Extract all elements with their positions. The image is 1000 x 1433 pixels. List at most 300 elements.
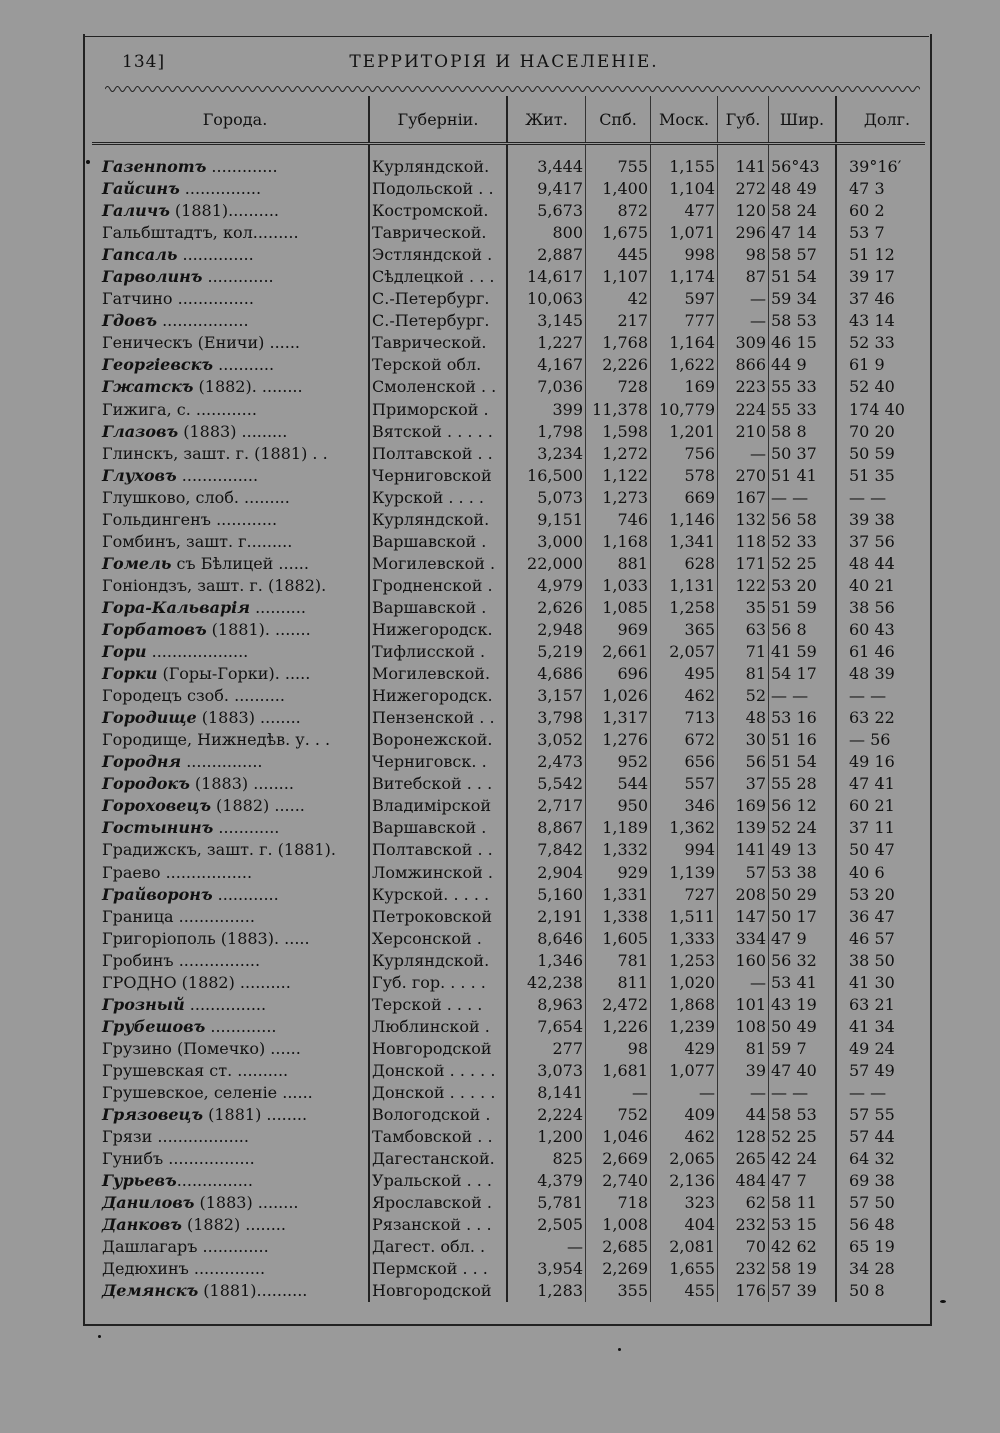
city-cell	[92, 1192, 369, 1214]
city-name: Глазовъ	[102, 421, 179, 441]
moscow-distance-cell: 404	[651, 1214, 718, 1236]
header-inhabitants: Жит.	[507, 96, 586, 144]
latitude-cell: 52 25	[769, 553, 837, 575]
moscow-distance-cell: 1,077	[651, 1060, 718, 1082]
longitude-cell: 39 17	[836, 266, 925, 288]
latitude-cell: 55 28	[769, 773, 837, 795]
leader-dots: .........	[236, 421, 288, 441]
province-cell: Уральской . . .	[369, 1170, 507, 1192]
moscow-distance-cell: 365	[651, 619, 718, 641]
province-cell: Терской обл.	[369, 354, 507, 376]
province-cell: Таврической.	[369, 332, 507, 354]
inhabitants-cell: 2,191	[507, 906, 586, 928]
inhabitants-cell: 399	[507, 399, 586, 421]
gub-distance-cell: 48	[718, 707, 769, 729]
spb-distance-cell: 881	[586, 553, 651, 575]
province-cell: Смоленской . .	[369, 376, 507, 398]
longitude-cell: 57 50	[836, 1192, 925, 1214]
leader-dots: . ........	[251, 377, 303, 397]
province-cell: Вологодской .	[369, 1104, 507, 1126]
leader-dots: . .....	[274, 664, 311, 684]
longitude-cell: 40 21	[836, 575, 925, 597]
province-cell: Петроковской	[369, 906, 507, 928]
city-note: (1881)	[198, 1281, 257, 1301]
inhabitants-cell: 8,141	[507, 1082, 586, 1104]
spb-distance-cell: 2,661	[586, 641, 651, 663]
province-cell: Дагестанской.	[369, 1148, 507, 1170]
city-cell	[92, 619, 369, 641]
longitude-cell: 50 8	[836, 1280, 925, 1302]
leader-dots: .................	[163, 1149, 255, 1169]
latitude-cell: 53 15	[769, 1214, 837, 1236]
province-cell: Черниговск. .	[369, 751, 507, 773]
table-row	[92, 839, 925, 861]
latitude-cell: 56°43	[769, 144, 837, 179]
latitude-cell: 55 33	[769, 376, 837, 398]
table-row	[92, 685, 925, 707]
longitude-cell: 60 21	[836, 795, 925, 817]
gub-distance-cell: 39	[718, 1060, 769, 1082]
city-name: Даниловъ	[102, 1193, 195, 1213]
moscow-distance-cell: 169	[651, 376, 718, 398]
city-note: (1881)	[169, 201, 229, 221]
spb-distance-cell: 2,685	[586, 1236, 651, 1258]
province-cell: Полтавской . .	[369, 839, 507, 861]
city-name: Глушково, слоб.	[102, 487, 239, 507]
leader-dots: ...............	[176, 1171, 253, 1191]
longitude-cell: 41 30	[836, 972, 925, 994]
city-cell	[92, 178, 369, 200]
city-cell	[92, 972, 369, 994]
table-row	[92, 465, 925, 487]
latitude-cell: 50 37	[769, 443, 837, 465]
table-row	[92, 222, 925, 244]
inhabitants-cell: 1,283	[507, 1280, 586, 1302]
gub-distance-cell: 171	[718, 553, 769, 575]
longitude-cell: 40 6	[836, 862, 925, 884]
city-name: Гори	[102, 642, 147, 662]
spb-distance-cell: 811	[586, 972, 651, 994]
spb-distance-cell: 1,605	[586, 928, 651, 950]
city-name: Грозный	[102, 994, 185, 1014]
latitude-cell: 52 33	[769, 531, 837, 553]
inhabitants-cell: 4,379	[507, 1170, 586, 1192]
spb-distance-cell: 1,598	[586, 421, 651, 443]
latitude-cell: 50 49	[769, 1016, 837, 1038]
moscow-distance-cell: 557	[651, 773, 718, 795]
leader-dots: ...........	[213, 355, 275, 375]
inhabitants-cell: 2,473	[507, 751, 586, 773]
city-name: Гольдингенъ	[102, 509, 211, 529]
gub-distance-cell: 71	[718, 641, 769, 663]
moscow-distance-cell: 1,511	[651, 906, 718, 928]
spb-distance-cell: 98	[586, 1038, 651, 1060]
gub-distance-cell: —	[718, 443, 769, 465]
city-name: Грязи	[102, 1127, 153, 1147]
inhabitants-cell: 4,167	[507, 354, 586, 376]
moscow-distance-cell: 1,622	[651, 354, 718, 376]
longitude-cell: 63 21	[836, 994, 925, 1016]
moscow-distance-cell: 1,253	[651, 950, 718, 972]
leader-dots: ...............	[179, 179, 262, 199]
latitude-cell: 44 9	[769, 354, 837, 376]
city-cell	[92, 751, 369, 773]
table-row	[92, 144, 925, 179]
leader-dots: ..............	[188, 1259, 266, 1279]
gub-distance-cell: 57	[718, 862, 769, 884]
city-cell	[92, 1104, 369, 1126]
table-row	[92, 332, 925, 354]
city-name: Горки	[102, 664, 158, 684]
latitude-cell: 58 8	[769, 421, 837, 443]
spb-distance-cell: 1,107	[586, 266, 651, 288]
gub-distance-cell: 118	[718, 531, 769, 553]
table-row	[92, 443, 925, 465]
moscow-distance-cell: 477	[651, 200, 718, 222]
city-cell	[92, 862, 369, 884]
province-cell: Подольской . .	[369, 178, 507, 200]
city-name: Грязовецъ	[102, 1105, 204, 1125]
latitude-cell: 52 24	[769, 817, 837, 839]
spb-distance-cell: 746	[586, 509, 651, 531]
city-name: Геническъ (Еничи)	[102, 333, 265, 353]
city-name: Грузино (Помечко)	[102, 1038, 266, 1058]
spb-distance-cell: 445	[586, 244, 651, 266]
province-cell: Полтавской . .	[369, 443, 507, 465]
inhabitants-cell: 2,505	[507, 1214, 586, 1236]
city-name: Глуховъ	[102, 465, 177, 485]
province-cell: Нижегородск.	[369, 685, 507, 707]
moscow-distance-cell: 1,020	[651, 972, 718, 994]
city-cell	[92, 200, 369, 222]
inhabitants-cell: 7,036	[507, 376, 586, 398]
spb-distance-cell: 1,317	[586, 707, 651, 729]
inhabitants-cell: 2,626	[507, 597, 586, 619]
table-row	[92, 553, 925, 575]
inhabitants-cell: 2,224	[507, 1104, 586, 1126]
city-name: Гатчино	[102, 289, 173, 309]
city-cell	[92, 310, 369, 332]
table-row	[92, 862, 925, 884]
province-cell: Донской . . . . .	[369, 1082, 507, 1104]
city-name: ГРОДНО (1882)	[102, 972, 235, 992]
leader-dots: ............	[213, 818, 280, 838]
inhabitants-cell: 8,646	[507, 928, 586, 950]
province-cell: Пензенской . .	[369, 707, 507, 729]
leader-dots: ........	[257, 223, 299, 243]
latitude-cell: 42 62	[769, 1236, 837, 1258]
gub-distance-cell: 62	[718, 1192, 769, 1214]
latitude-cell: 56 12	[769, 795, 837, 817]
city-note: (1883)	[196, 708, 255, 728]
latitude-cell: 47 9	[769, 928, 837, 950]
province-cell: Дагест. обл. .	[369, 1236, 507, 1258]
latitude-cell: 43 19	[769, 994, 837, 1016]
city-cell	[92, 332, 369, 354]
moscow-distance-cell: 1,258	[651, 597, 718, 619]
longitude-cell: 61 9	[836, 354, 925, 376]
spb-distance-cell: —	[586, 1082, 651, 1104]
table-row	[92, 817, 925, 839]
province-cell: Курляндской.	[369, 144, 507, 179]
spb-distance-cell: 696	[586, 663, 651, 685]
gub-distance-cell: 44	[718, 1104, 769, 1126]
city-name: Гайсинъ	[102, 179, 180, 199]
province-cell: Ярославской .	[369, 1192, 507, 1214]
inhabitants-cell: 1,200	[507, 1126, 586, 1148]
province-cell: Приморской .	[369, 399, 507, 421]
latitude-cell: 53 38	[769, 862, 837, 884]
spb-distance-cell: 1,189	[586, 817, 651, 839]
city-name: Городокъ	[102, 774, 190, 794]
gub-distance-cell: 224	[718, 399, 769, 421]
province-cell: Воронежской.	[369, 729, 507, 751]
leader-dots: ............	[190, 399, 257, 419]
leader-dots: ........	[254, 708, 301, 728]
spb-distance-cell: 11,378	[586, 399, 651, 421]
table-row	[92, 1104, 925, 1126]
city-cell	[92, 707, 369, 729]
spb-distance-cell: 718	[586, 1192, 651, 1214]
moscow-distance-cell: 777	[651, 310, 718, 332]
table-row	[92, 1038, 925, 1060]
inhabitants-cell: 3,145	[507, 310, 586, 332]
gub-distance-cell: 141	[718, 839, 769, 861]
province-cell: Новгородской	[369, 1280, 507, 1302]
gub-distance-cell: 160	[718, 950, 769, 972]
city-cell	[92, 817, 369, 839]
city-name: Гробинъ	[102, 950, 174, 970]
city-name: Граница	[102, 906, 174, 926]
latitude-cell: 49 13	[769, 839, 837, 861]
longitude-cell: 39 38	[836, 509, 925, 531]
longitude-cell: 53 20	[836, 884, 925, 906]
city-name: Гора-Кальварія	[102, 597, 250, 617]
leader-dots: .................	[160, 862, 253, 882]
gub-distance-cell: 120	[718, 200, 769, 222]
latitude-cell: 53 16	[769, 707, 837, 729]
longitude-cell: 63 22	[836, 707, 925, 729]
gub-distance-cell: 30	[718, 729, 769, 751]
gub-distance-cell: 484	[718, 1170, 769, 1192]
spb-distance-cell: 1,400	[586, 178, 651, 200]
city-cell	[92, 244, 369, 266]
longitude-cell: 60 2	[836, 200, 925, 222]
leader-dots: ........	[248, 774, 294, 794]
city-cell	[92, 663, 369, 685]
province-cell: Пермской . . .	[369, 1258, 507, 1280]
header-spb: Спб.	[586, 96, 651, 144]
longitude-cell: 48 44	[836, 553, 925, 575]
gub-distance-cell: 296	[718, 222, 769, 244]
longitude-cell: 57 55	[836, 1104, 925, 1126]
leader-dots: . .	[307, 443, 328, 463]
moscow-distance-cell: 409	[651, 1104, 718, 1126]
header-row	[92, 96, 925, 144]
spb-distance-cell: 1,681	[586, 1060, 651, 1082]
table-row	[92, 288, 925, 310]
city-name: Грушевское, селеніе	[102, 1082, 278, 1102]
city-name: Данковъ	[102, 1215, 182, 1235]
longitude-cell: — 56	[836, 729, 925, 751]
gub-distance-cell: 265	[718, 1148, 769, 1170]
moscow-distance-cell: 462	[651, 685, 718, 707]
city-cell	[92, 1126, 369, 1148]
gub-distance-cell: 210	[718, 421, 769, 443]
city-cell	[92, 509, 369, 531]
inhabitants-cell: 8,963	[507, 994, 586, 1016]
latitude-cell: 58 24	[769, 200, 837, 222]
spb-distance-cell: 752	[586, 1104, 651, 1126]
moscow-distance-cell: 597	[651, 288, 718, 310]
leader-dots: .............	[205, 1016, 277, 1036]
longitude-cell: 49 16	[836, 751, 925, 773]
spb-distance-cell: 929	[586, 862, 651, 884]
moscow-distance-cell: 1,333	[651, 928, 718, 950]
inhabitants-cell: 3,444	[507, 144, 586, 179]
table-row	[92, 509, 925, 531]
table-row	[92, 1258, 925, 1280]
city-note: (1883)	[178, 421, 237, 441]
table-row	[92, 707, 925, 729]
city-name: Гурьевъ	[102, 1171, 177, 1191]
gub-distance-cell: 87	[718, 266, 769, 288]
header-provinces: Губерніи.	[369, 96, 507, 144]
province-cell: Владимірской	[369, 795, 507, 817]
latitude-cell: 51 54	[769, 751, 837, 773]
header-gub: Губ.	[718, 96, 769, 144]
leader-dots: ...................	[146, 642, 249, 662]
latitude-cell: 51 41	[769, 465, 837, 487]
longitude-cell: 37 46	[836, 288, 925, 310]
longitude-cell: 50 59	[836, 443, 925, 465]
latitude-cell: 47 7	[769, 1170, 837, 1192]
city-cell	[92, 1082, 369, 1104]
leader-dots: ............	[212, 884, 279, 904]
city-name: Городище	[102, 708, 197, 728]
latitude-cell: 46 15	[769, 332, 837, 354]
latitude-cell: 59 34	[769, 288, 837, 310]
moscow-distance-cell: 2,065	[651, 1148, 718, 1170]
gub-distance-cell: —	[718, 972, 769, 994]
gub-distance-cell: 232	[718, 1258, 769, 1280]
leader-dots: ..........	[256, 1281, 308, 1301]
longitude-cell: — —	[836, 685, 925, 707]
city-name: Городище, Нижнедѣв. у.	[102, 730, 310, 750]
leader-dots: ......	[264, 333, 301, 353]
leader-dots: ...............	[172, 289, 254, 309]
city-name: Гомель	[102, 553, 172, 573]
gub-distance-cell: 223	[718, 376, 769, 398]
city-note: (Горы-Горки)	[157, 664, 275, 684]
city-cell	[92, 399, 369, 421]
latitude-cell: 58 57	[769, 244, 837, 266]
province-cell: Ломжинской .	[369, 862, 507, 884]
moscow-distance-cell: 578	[651, 465, 718, 487]
inhabitants-cell: 5,160	[507, 884, 586, 906]
table-row	[92, 619, 925, 641]
city-name: Глинскъ, зашт. г. (1881)	[102, 443, 308, 463]
spb-distance-cell: 950	[586, 795, 651, 817]
longitude-cell: 174 40	[836, 399, 925, 421]
longitude-cell: 39°16′	[836, 144, 925, 179]
table-row	[92, 994, 925, 1016]
spb-distance-cell: 969	[586, 619, 651, 641]
moscow-distance-cell: 1,155	[651, 144, 718, 179]
leader-dots: .............	[197, 1237, 269, 1257]
province-cell: Люблинской .	[369, 1016, 507, 1038]
leader-dots: ..........	[228, 201, 279, 221]
city-name: Гостынинъ	[102, 818, 214, 838]
spb-distance-cell: 2,269	[586, 1258, 651, 1280]
longitude-cell: 38 50	[836, 950, 925, 972]
latitude-cell: — —	[769, 685, 837, 707]
city-cell	[92, 1214, 369, 1236]
longitude-cell: 69 38	[836, 1170, 925, 1192]
latitude-cell: 50 17	[769, 906, 837, 928]
latitude-cell: 56 58	[769, 509, 837, 531]
spb-distance-cell: 1,026	[586, 685, 651, 707]
inhabitants-cell: 2,948	[507, 619, 586, 641]
city-name: Газенпотъ	[102, 157, 207, 177]
gub-distance-cell: 35	[718, 597, 769, 619]
table-row	[92, 376, 925, 398]
inhabitants-cell: 5,219	[507, 641, 586, 663]
spb-distance-cell: 2,472	[586, 994, 651, 1016]
header-moscow: Моск.	[651, 96, 718, 144]
gub-distance-cell: 270	[718, 465, 769, 487]
city-cell	[92, 994, 369, 1016]
city-cell	[92, 487, 369, 509]
province-cell: С.-Петербург.	[369, 310, 507, 332]
latitude-cell: 48 49	[769, 178, 837, 200]
city-cell	[92, 575, 369, 597]
city-name: Георгіевскъ	[102, 355, 214, 375]
city-cell	[92, 1148, 369, 1170]
city-name: Дашлагаръ	[102, 1237, 198, 1257]
province-cell: Донской . . . . .	[369, 1060, 507, 1082]
leader-dots: ..........	[229, 686, 285, 706]
leader-dots: ...............	[184, 994, 267, 1014]
moscow-distance-cell: 1,104	[651, 178, 718, 200]
latitude-cell: 53 41	[769, 972, 837, 994]
longitude-cell: 48 39	[836, 663, 925, 685]
inhabitants-cell: 3,073	[507, 1060, 586, 1082]
table-row	[92, 487, 925, 509]
table-row	[92, 950, 925, 972]
moscow-distance-cell: 1,239	[651, 1016, 718, 1038]
leader-dots: ...............	[181, 752, 263, 772]
inhabitants-cell: 3,798	[507, 707, 586, 729]
province-cell: Варшавской .	[369, 531, 507, 553]
province-cell: Могилевской .	[369, 553, 507, 575]
inhabitants-cell: 2,904	[507, 862, 586, 884]
city-population-table	[92, 96, 925, 1302]
province-cell: Таврической.	[369, 222, 507, 244]
city-name: Григоріополь (1883).	[102, 928, 280, 948]
moscow-distance-cell: 1,164	[651, 332, 718, 354]
moscow-distance-cell: 1,146	[651, 509, 718, 531]
gub-distance-cell: 70	[718, 1236, 769, 1258]
inhabitants-cell: 800	[507, 222, 586, 244]
city-note: (1882)	[210, 796, 270, 816]
leader-dots: . .......	[264, 620, 311, 639]
longitude-cell: 37 11	[836, 817, 925, 839]
moscow-distance-cell: 1,174	[651, 266, 718, 288]
table-row	[92, 928, 925, 950]
table-row	[92, 729, 925, 751]
latitude-cell: — —	[769, 487, 837, 509]
